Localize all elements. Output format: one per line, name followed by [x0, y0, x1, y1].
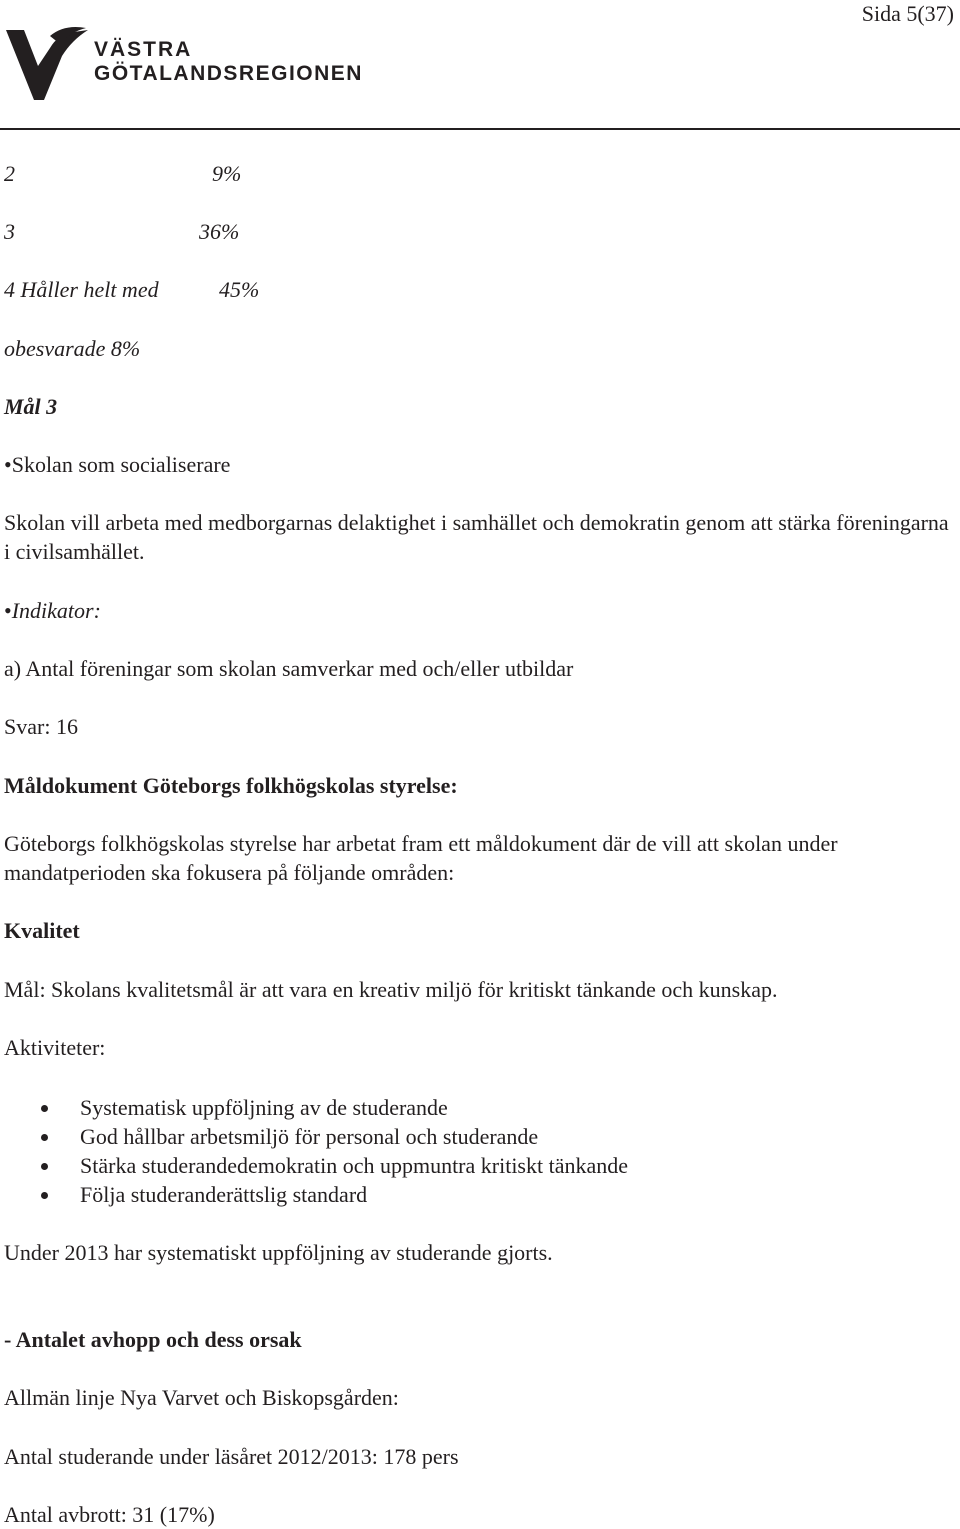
goal-document-heading: Måldokument Göteborgs folkhögskolas styrelse:: [4, 773, 458, 798]
survey-label-4: 4 Håller helt med: [4, 277, 159, 302]
goal3-text: Skolan vill arbeta med medborgarnas delaktighet i samhället och demokratin genom att stärka föreningarna i civilsamhället.: [4, 510, 949, 564]
activity-text: Följa studeranderättslig standard: [80, 1182, 368, 1207]
vastra-gotalandsregionen-logo-icon: [4, 26, 94, 106]
indicator: •Indikator:: [4, 598, 101, 623]
activity-text: Systematisk uppföljning av de studerande: [80, 1095, 448, 1120]
logo-line2: GÖTALANDSREGIONEN: [94, 62, 363, 85]
indicator-answer: Svar: 16: [4, 714, 78, 739]
activity-text: God hållbar arbetsmiljö för personal och studerande: [80, 1124, 539, 1149]
dropout-heading: - Antalet avhopp och dess orsak: [4, 1327, 302, 1352]
indicator-label: Indikator:: [11, 598, 101, 623]
activities-list: [40, 1093, 628, 1209]
list-item: [40, 1180, 628, 1209]
survey-value-4: 45%: [219, 277, 260, 302]
activity-text: Stärka studerandedemokratin och uppmuntra kritiskt tänkande: [80, 1153, 629, 1178]
bullet-icon: [41, 1134, 48, 1141]
page-number: Sida 5(37): [861, 1, 954, 26]
goal3-heading: Mål 3: [4, 394, 58, 419]
logo-line1: VÄSTRA: [94, 38, 193, 61]
activities-label: Aktiviteter:: [4, 1035, 106, 1060]
survey-label-3: 3: [4, 219, 15, 244]
survey-label-2: 2: [4, 161, 15, 186]
goal3-bullet-text: Skolan som socialiserare: [11, 452, 231, 477]
bullet-icon: [41, 1192, 48, 1199]
unanswered: obesvarade 8%: [4, 336, 141, 361]
survey-value-2: 9%: [212, 161, 242, 186]
bullet-icon: [41, 1105, 48, 1112]
list-item: [40, 1122, 628, 1151]
dropout-line: Allmän linje Nya Varvet och Biskopsgården:: [4, 1385, 399, 1410]
quality-goal: Mål: Skolans kvalitetsmål är att vara en kreativ miljö för kritiskt tänkande och kunskap.: [4, 977, 778, 1002]
bullet-icon: [41, 1163, 48, 1170]
dropout-count: Antal avbrott: 31 (17%): [4, 1502, 215, 1527]
survey-value-3: 36%: [199, 219, 240, 244]
header-divider: [0, 128, 960, 130]
list-item: [40, 1093, 628, 1122]
dropout-students: Antal studerande under läsåret 2012/2013: 178 pers: [4, 1444, 459, 1469]
goal-document-intro: Göteborgs folkhögskolas styrelse har arbetat fram ett måldokument där de vill att skolan under mandatperioden ska fokusera på följande områden:: [4, 831, 838, 885]
indicator-a: a) Antal föreningar som skolan samverkar med och/eller utbildar: [4, 656, 574, 681]
goal3-bullet: •Skolan som socialiserare: [4, 452, 231, 477]
quality-heading: Kvalitet: [4, 918, 80, 943]
activities-summary: Under 2013 har systematiskt uppföljning av studerande gjorts.: [4, 1240, 553, 1265]
list-item: [40, 1151, 628, 1180]
